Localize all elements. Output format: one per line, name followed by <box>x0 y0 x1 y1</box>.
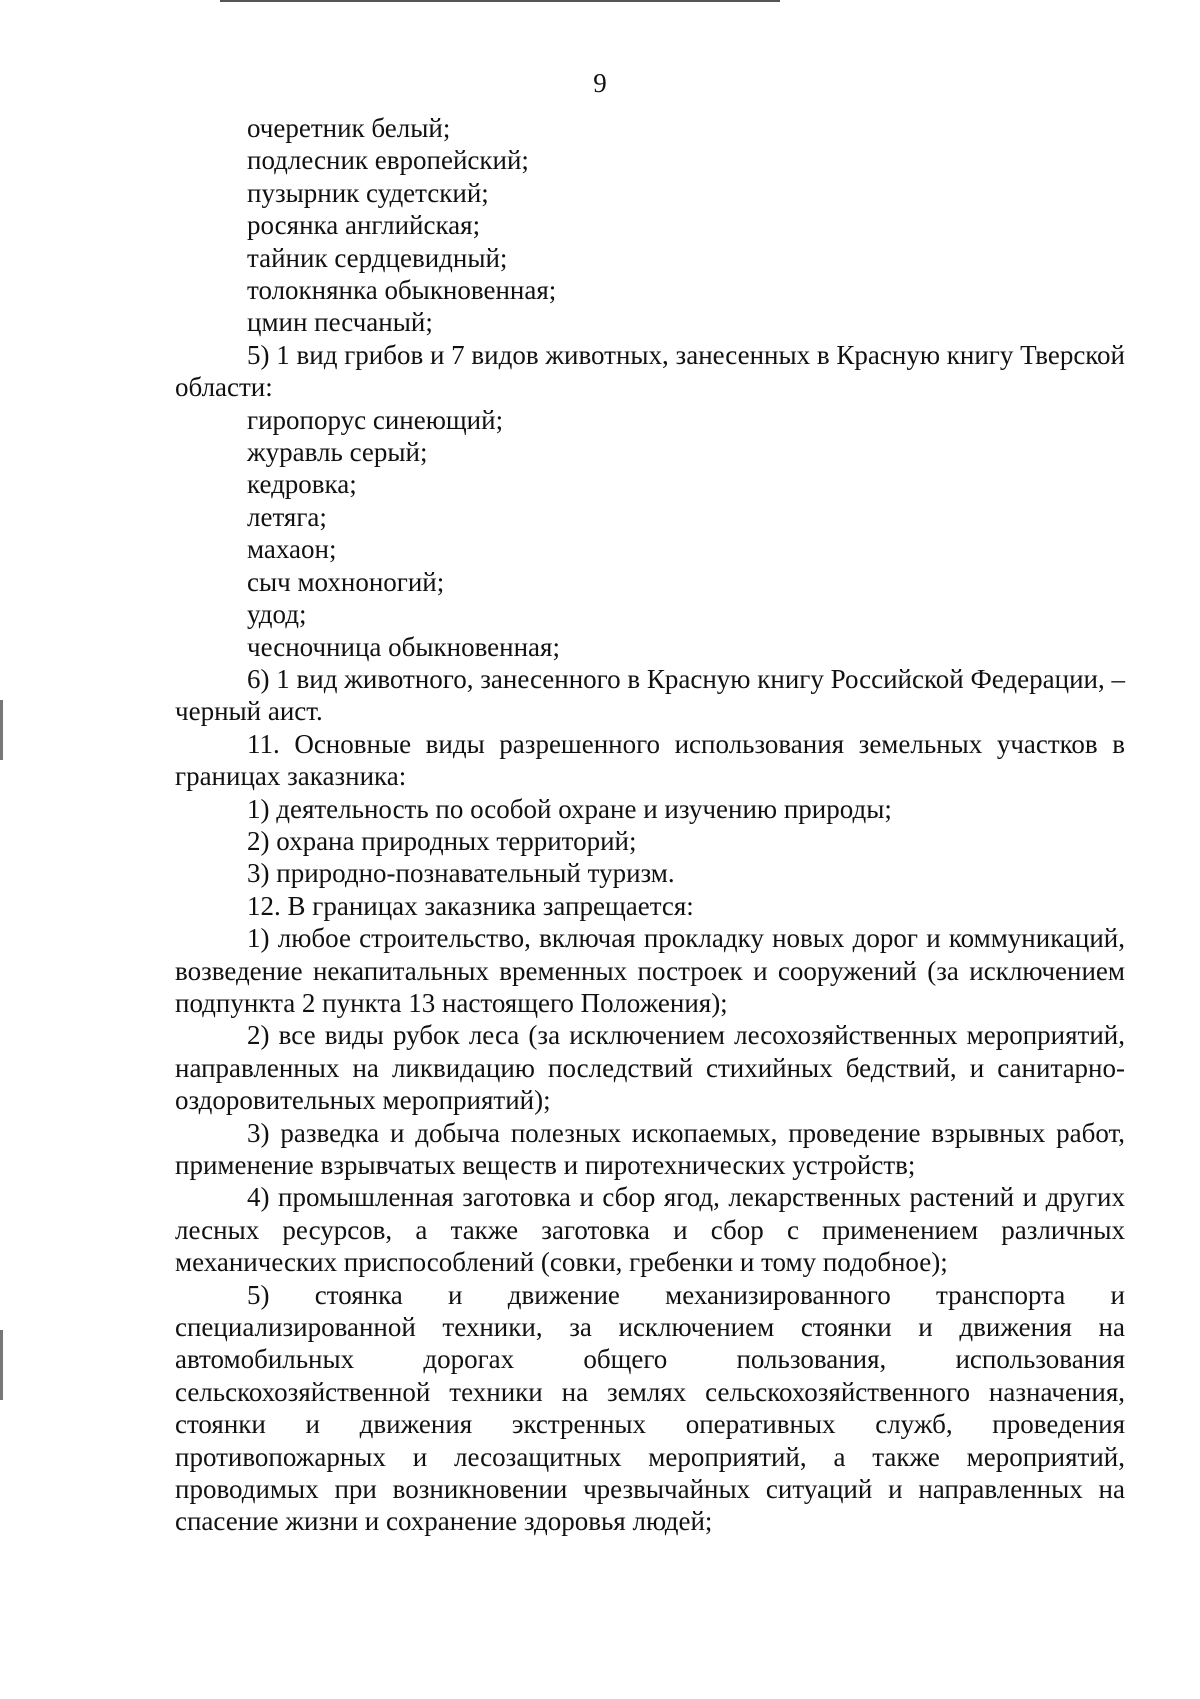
list-item: журавль серый; <box>247 437 428 468</box>
list-item: тайник сердцевидный; <box>247 242 508 273</box>
paragraph-12: 12. В границах заказника запрещается: <box>247 890 694 921</box>
list-item: удод; <box>247 599 307 630</box>
list-item: летяга; <box>247 501 327 532</box>
list-item: кедровка; <box>247 469 357 500</box>
list-item: пузырник судетский; <box>247 177 489 208</box>
document-body <box>175 112 1125 1538</box>
page-number: 9 <box>593 68 607 98</box>
list-item: махаон; <box>247 534 337 565</box>
list-item: очеретник белый; <box>247 113 451 143</box>
list-item: 2) охрана природных территорий; <box>247 825 637 856</box>
paragraph-12-3: 3) разведка и добыча полезных ископаемых, проведение взрывных работ, применение взрывчатых веществ и пиротехнических устройств; <box>175 1117 1125 1180</box>
list-item: 1) деятельность по особой охране и изучению природы; <box>247 793 892 824</box>
paragraph-11: 11. Основные виды разрешенного использования земельных участков в границах заказника: <box>175 728 1125 792</box>
paragraph-12-2: 2) все виды рубок леса (за исключением лесохозяйственных мероприятий, направленных на ликвидацию последствий стихийных бедствий, и санитарно-оздоровительных мероприятий); <box>175 1020 1125 1116</box>
paragraph-6: 6) 1 вид животного, занесенного в Красную книгу Российской Федерации, – черный аист. <box>175 663 1125 727</box>
list-item: чесночница обыкновенная; <box>247 631 560 662</box>
list-item: росянка английская; <box>247 210 481 241</box>
paragraph-5: 5) 1 вид грибов и 7 видов животных, занесенных в Красную книгу Тверской области: <box>175 339 1125 403</box>
list-item: подлесник европейский; <box>247 145 529 176</box>
scan-artifact-left-2 <box>0 1330 3 1400</box>
list-item: цмин песчаный; <box>247 307 433 338</box>
list-item: сыч мохноногий; <box>247 566 445 597</box>
scan-artifact-left-1 <box>0 700 3 760</box>
list-item: 3) природно-познавательный туризм. <box>247 858 675 889</box>
paragraph-12-5: 5) стоянка и движение механизированного транспорта и специализированной техники, за исключением стоянки и движения на автомобильных дорогах общего пользования, использования сельскохозяйственной техники на землях сельскохозяйственного назначения, стоянки и движения экстренных оперативных служб, проведения противопожарных и лесозащитных мероприятий, а также мероприятий, проводимых при возникновении чрезвычайных ситуаций и направленных на спасение жизни и сохранение здоровья людей; <box>175 1279 1125 1537</box>
paragraph-12-1: 1) любое строительство, включая прокладку новых дорог и коммуникаций, возведение некапитальных временных построек и сооружений (за исключением подпункта 2 пункта 13 настоящего Положения); <box>175 923 1125 1018</box>
paragraph-12-4: 4) промышленная заготовка и сбор ягод, лекарственных растений и других лесных ресурсов, а также заготовка и сбор с применением различных механических приспособлений (совки, гребенки и тому подобное); <box>175 1182 1125 1278</box>
scan-artifact-top <box>220 0 780 2</box>
list-item: гиропорус синеющий; <box>247 404 504 435</box>
list-item: толокнянка обыкновенная; <box>247 275 557 306</box>
